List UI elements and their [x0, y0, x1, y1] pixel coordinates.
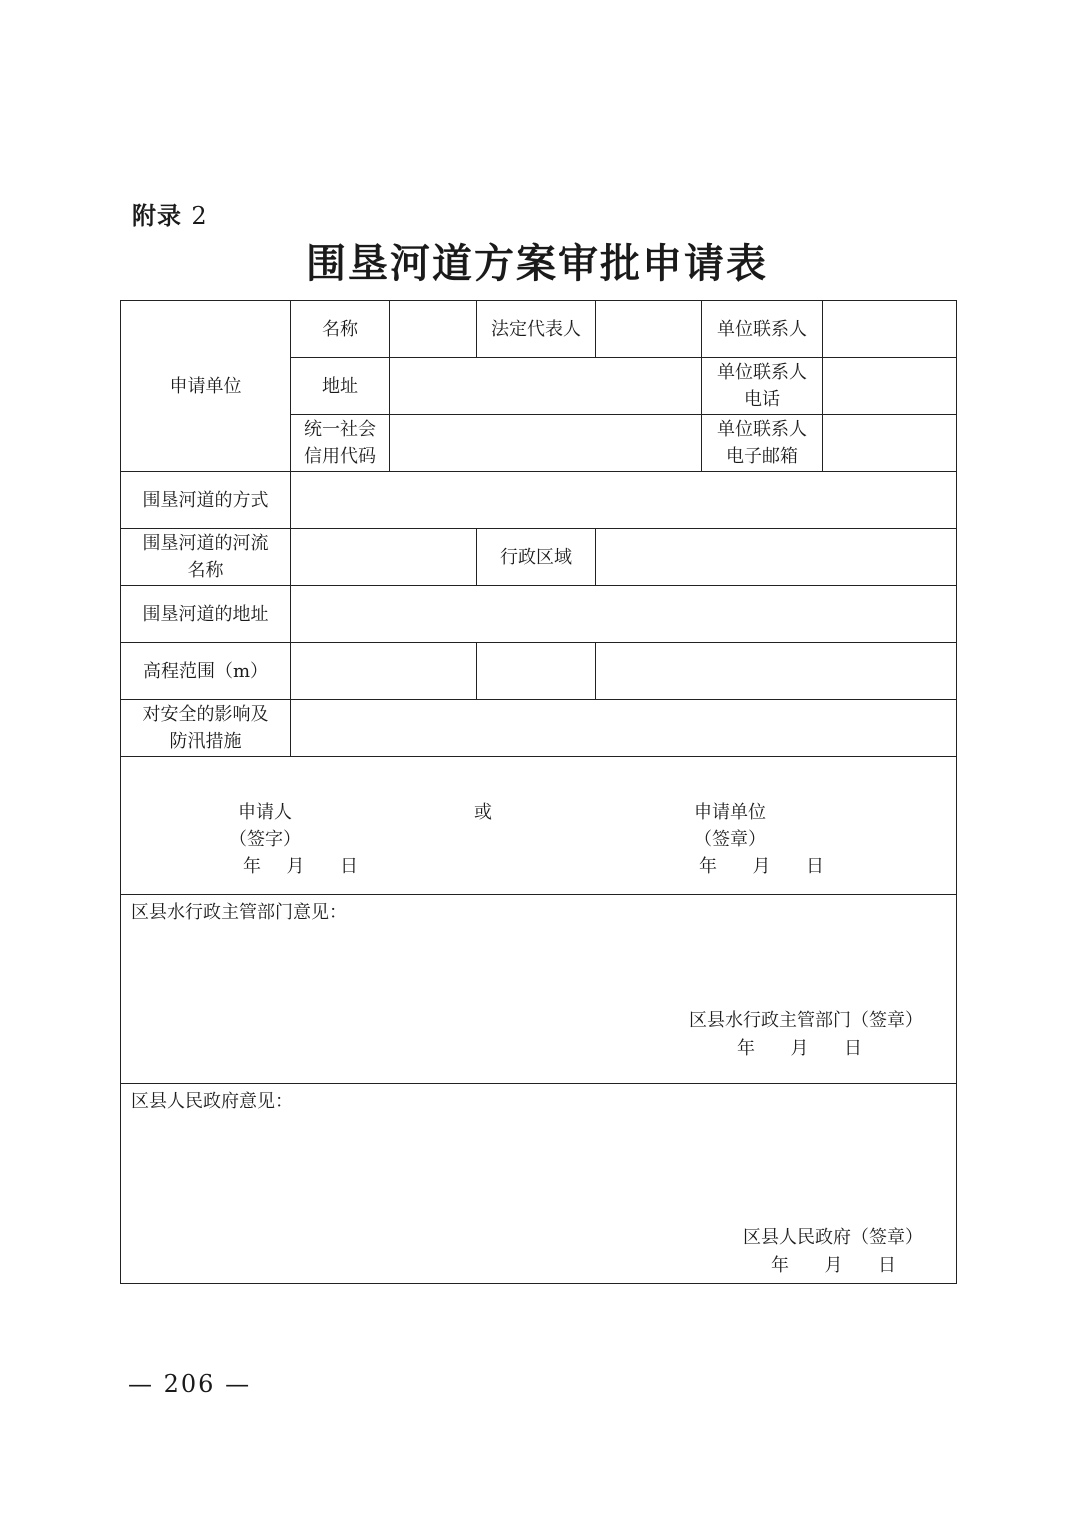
river-name-label-line1: 围垦河道的河流: [142, 533, 269, 554]
government-opinion-label: 区县人民政府意见：: [131, 1091, 293, 1112]
form-row-project-address: [121, 586, 957, 643]
contact-email-label-line2: 电子邮箱: [726, 446, 798, 467]
unit-date: [699, 853, 839, 880]
contact-label: 单位联系人: [702, 301, 823, 358]
applicant-date: [243, 853, 363, 880]
government-sign-label: 区县人民政府（签章）: [743, 1227, 923, 1248]
government-date-month: 月: [824, 1255, 843, 1276]
appendix-text: 附录: [132, 202, 182, 230]
method-field[interactable]: [291, 472, 957, 529]
credit-code-label-line1: 统一社会: [304, 419, 376, 440]
unit-date-year: 年: [699, 856, 717, 877]
contact-email-field[interactable]: [823, 415, 957, 472]
water-dept-date-year: 年: [737, 1038, 755, 1059]
water-dept-date-day: 日: [843, 1038, 862, 1059]
unit-seal-note: （签章）: [694, 829, 766, 850]
water-dept-opinion-label: 区县水行政主管部门意见：: [131, 902, 347, 923]
credit-code-label: [291, 415, 390, 472]
project-address-label: 围垦河道的地址: [121, 586, 291, 643]
government-date-year: 年: [771, 1255, 789, 1276]
address-label: 地址: [291, 358, 390, 415]
contact-field[interactable]: [823, 301, 957, 358]
appendix-label: [132, 196, 208, 231]
applicant-date-year: 年: [243, 856, 261, 877]
method-label: 围垦河道的方式: [121, 472, 291, 529]
unit-label: 申请单位: [694, 802, 766, 823]
unit-date-day: 日: [805, 856, 824, 877]
water-dept-date: [737, 1035, 877, 1063]
applicant-date-month: 月: [286, 856, 305, 877]
project-address-field[interactable]: [291, 586, 957, 643]
safety-label-line1: 对安全的影响及: [142, 704, 269, 725]
elevation-field-3[interactable]: [596, 643, 957, 700]
contact-email-label-line1: 单位联系人: [717, 419, 807, 440]
or-label: 或: [474, 802, 492, 823]
page-number: — 206 —: [128, 1370, 252, 1398]
safety-field[interactable]: [291, 700, 957, 757]
legal-rep-field[interactable]: [596, 301, 702, 358]
form-row-safety: [121, 700, 957, 757]
contact-phone-label-line1: 单位联系人: [717, 362, 807, 383]
form-row-water-dept: [121, 895, 957, 1084]
credit-code-label-line2: 信用代码: [304, 446, 376, 467]
unit-date-month: 月: [752, 856, 771, 877]
water-dept-date-month: 月: [790, 1038, 809, 1059]
safety-label-line2: 防汛措施: [169, 731, 242, 752]
application-form: [120, 300, 957, 1284]
water-dept-opinion-area[interactable]: [121, 895, 957, 1084]
name-label: 名称: [291, 301, 390, 358]
applicant-signature: [225, 799, 305, 853]
form-row-government: [121, 1084, 957, 1284]
signature-area[interactable]: [121, 757, 957, 895]
name-field[interactable]: [390, 301, 477, 358]
contact-email-label: [702, 415, 823, 472]
form-row-river-name: [121, 529, 957, 586]
form-row-method: [121, 472, 957, 529]
contact-phone-field[interactable]: [823, 358, 957, 415]
government-date-day: 日: [877, 1255, 896, 1276]
form-row-name: [121, 301, 957, 358]
water-dept-sign-label: 区县水行政主管部门（签章）: [689, 1010, 923, 1031]
elevation-field-2[interactable]: [477, 643, 596, 700]
admin-region-field[interactable]: [596, 529, 957, 586]
government-date: [771, 1252, 911, 1280]
form-row-signature: [121, 757, 957, 895]
address-field[interactable]: [390, 358, 702, 415]
river-name-field[interactable]: [291, 529, 477, 586]
admin-region-label: 行政区域: [477, 529, 596, 586]
river-name-label-line2: 名称: [187, 560, 224, 581]
river-name-label: [121, 529, 291, 586]
contact-phone-label: [702, 358, 823, 415]
elevation-label: 高程范围（m）: [121, 643, 291, 700]
applicant-sign-note: （签字）: [229, 829, 301, 850]
contact-phone-label-line2: 电话: [744, 389, 780, 410]
applicant-label: 申请人: [238, 802, 292, 823]
form-row-elevation: [121, 643, 957, 700]
applicant-date-day: 日: [339, 856, 358, 877]
page-title: 围垦河道方案审批申请表: [306, 241, 768, 287]
government-opinion-area[interactable]: [121, 1084, 957, 1284]
unit-signature: [687, 799, 773, 853]
safety-label: [121, 700, 291, 757]
elevation-field-1[interactable]: [291, 643, 477, 700]
credit-code-field[interactable]: [390, 415, 702, 472]
legal-rep-label: 法定代表人: [477, 301, 596, 358]
applicant-unit-label: 申请单位: [121, 301, 291, 472]
appendix-number: 2: [191, 202, 208, 230]
